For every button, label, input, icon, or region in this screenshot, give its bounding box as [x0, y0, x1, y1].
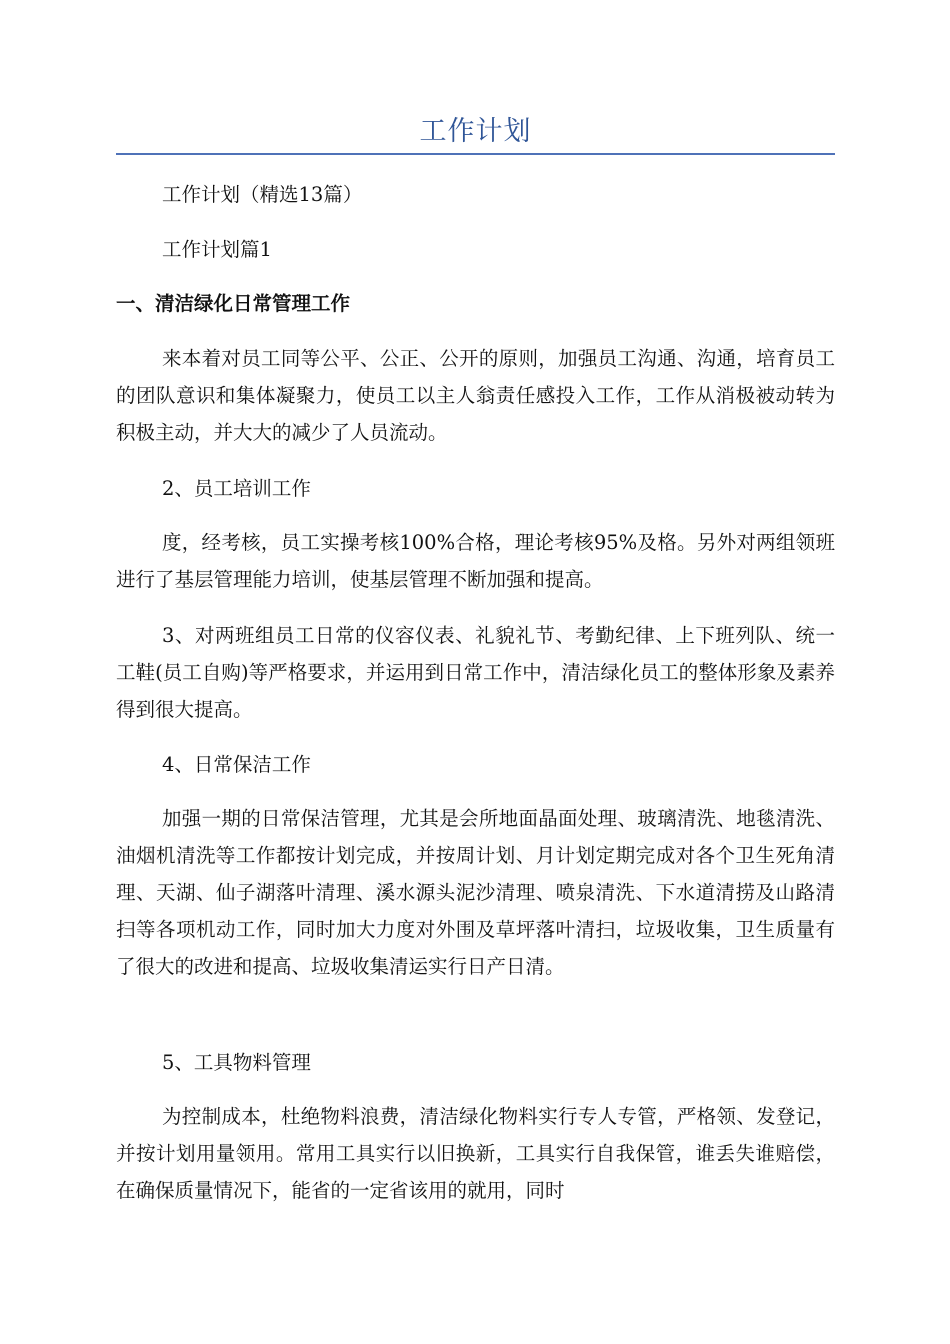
item-heading-training: 2、员工培训工作	[162, 477, 311, 500]
document-subtitle: 工作计划（精选13篇）	[162, 183, 363, 206]
paragraph-staff-policy: 来本着对员工同等公平、公正、公开的原则，加强员工沟通、沟通，培育员工的团队意识和集体凝聚力，使员工以主人翁责任感投入工作，工作从消极被动转为积极主动，并大大的减少了人员流动。	[116, 347, 835, 444]
chapter-heading: 工作计划篇1	[162, 238, 272, 261]
item-heading-materials: 5、工具物料管理	[162, 1051, 311, 1074]
paragraph-training: 度，经考核，员工实操考核100%合格，理论考核95%及格。另外对两组领班进行了基层管理能力培训，使基层管理不断加强和提高。	[116, 531, 835, 591]
document-title: 工作计划	[419, 116, 532, 147]
paragraph-materials: 为控制成本，杜绝物料浪费，清洁绿化物料实行专人专管，严格领、发登记，并按计划用量领用。常用工具实行以旧换新，工具实行自我保管，谁丢失谁赔偿，在确保质量情况下，能省的一定省该用的就用，同时	[116, 1105, 835, 1202]
section-heading: 一、清洁绿化日常管理工作	[116, 292, 351, 315]
paragraph-cleaning: 加强一期的日常保洁管理，尤其是会所地面晶面处理、玻璃清洗、地毯清洗、油烟机清洗等工作都按计划完成，并按周计划、月计划定期完成对各个卫生死角清理、天湖、仙子湖落叶清理、溪水源头泥沙清理、喷泉清洗、下水道清捞及山路清扫等各项机动工作，同时加大力度对外围及草坪落叶清扫，垃圾收集，卫生质量有了很大的改进和提高、垃圾收集清运实行日产日清。	[116, 807, 835, 978]
item-heading-cleaning: 4、日常保洁工作	[162, 753, 311, 776]
paragraph-appearance: 3、对两班组员工日常的仪容仪表、礼貌礼节、考勤纪律、上下班列队、统一工鞋(员工自购)等严格要求，并运用到日常工作中，清洁绿化员工的整体形象及素养得到很大提高。	[116, 624, 835, 721]
title-underline	[116, 153, 835, 155]
